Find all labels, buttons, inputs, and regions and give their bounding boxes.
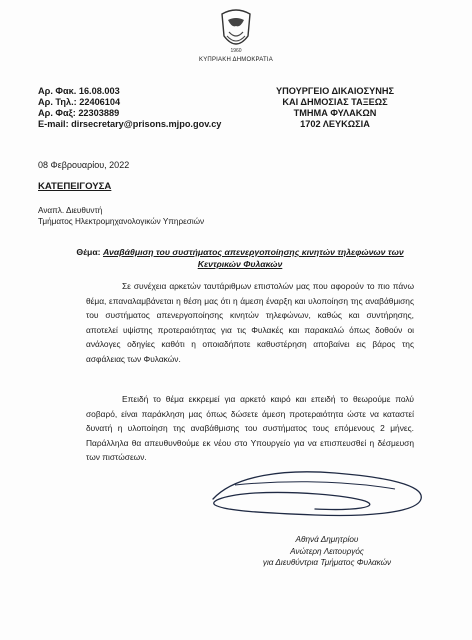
ministry-line: 1702 ΛΕΥΚΩΣΙΑ <box>300 119 370 129</box>
addressee-title: Αναπλ. Διευθυντή <box>38 206 103 215</box>
reference-block <box>38 86 221 130</box>
signatory-on-behalf: για Διευθύντρια Τμήματος Φυλακών <box>262 558 392 567</box>
signatory-name: Αθηνά Δημητρίου <box>295 535 359 544</box>
ministry-line: ΚΑΙ ΔΗΜΟΣΙΑΣ ΤΑΞΕΩΣ <box>282 97 388 107</box>
subject-text: Αναβάθμιση του συστήματος απενεργοποίησης κινητών τηλεφώνων των Κεντρικών Φυλακών <box>102 247 404 269</box>
file-number: Αρ. Φακ. 16.08.003 <box>38 86 120 96</box>
fax-number: Αρ. Φαξ: 22303889 <box>38 108 120 118</box>
addressee-department: Τμήματος Ηλεκτρομηχανολογικών Υπηρεσιών <box>38 217 205 226</box>
email-address: E-mail: dirsecretary@prisons.mjpo.gov.cy <box>38 119 222 129</box>
ministry-address <box>260 86 410 130</box>
body-paragraph-1: Σε συνέχεια αρκετών ταυτάριθμων επιστολών μας που αφορούν το πιο πάνω θέμα, επαναλαμβάνεται η θέση μας ότι η άμεση έναρξη και υλοποίηση της αναβάθμισης του συστήματος απενεργοποίησης κινητών τηλεφώνων, καθώς και συντήρησης, αποτελεί υψίστης προτεραιότητας για τις Φυλακές και παρακαλώ όπως δοθούν οι ανάλογες οδηγίες καθότι η οποιαδήποτε καθυστέρηση αποβαίνει εις βάρος της ασφάλειας των Φυλακών. <box>86 281 414 364</box>
phone-number: Αρ. Τηλ.: 22406104 <box>38 97 121 107</box>
svg-text:1960: 1960 <box>230 48 242 54</box>
handwritten-signature <box>195 455 435 535</box>
subject-line <box>70 246 410 270</box>
letter-date: 08 Φεβρουαρίου, 2022 <box>38 160 130 170</box>
urgency-label: ΚΑΤΕΠΕΙΓΟΥΣΑ <box>38 181 112 192</box>
body-paragraph-2: Επειδή το θέμα εκκρεμεί για αρκετό καιρό και επειδή το θεωρούμε πολύ σοβαρό, είναι παράκληση μας όπως δώσετε άμεση προτεραιότητα ώστε να καταστεί δυνατή η υλοποίηση της αναβάθμισης του συστήματος τους επόμενους 2 μήνες. Παράλληλα θα απευθυνθούμε εκ νέου στο Υπουργείο για να επισπευσθεί η δέσμευση των πιστώσεων. <box>86 394 414 463</box>
subject-label: Θέμα: <box>76 247 101 257</box>
coat-of-arms-icon <box>218 6 254 54</box>
crest-caption: ΚΥΠΡΙΑΚΗ ΔΗΜΟΚΡΑΤΙΑ <box>199 57 273 63</box>
ministry-line: ΥΠΟΥΡΓΕΙΟ ΔΙΚΑΙΟΣΥΝΗΣ <box>275 86 395 96</box>
signatory-title: Ανώτερη Λειτουργός <box>290 546 364 556</box>
signature-block <box>232 534 422 569</box>
addressee <box>38 205 204 227</box>
ministry-line: ΤΜΗΜΑ ΦΥΛΑΚΩΝ <box>293 108 377 118</box>
